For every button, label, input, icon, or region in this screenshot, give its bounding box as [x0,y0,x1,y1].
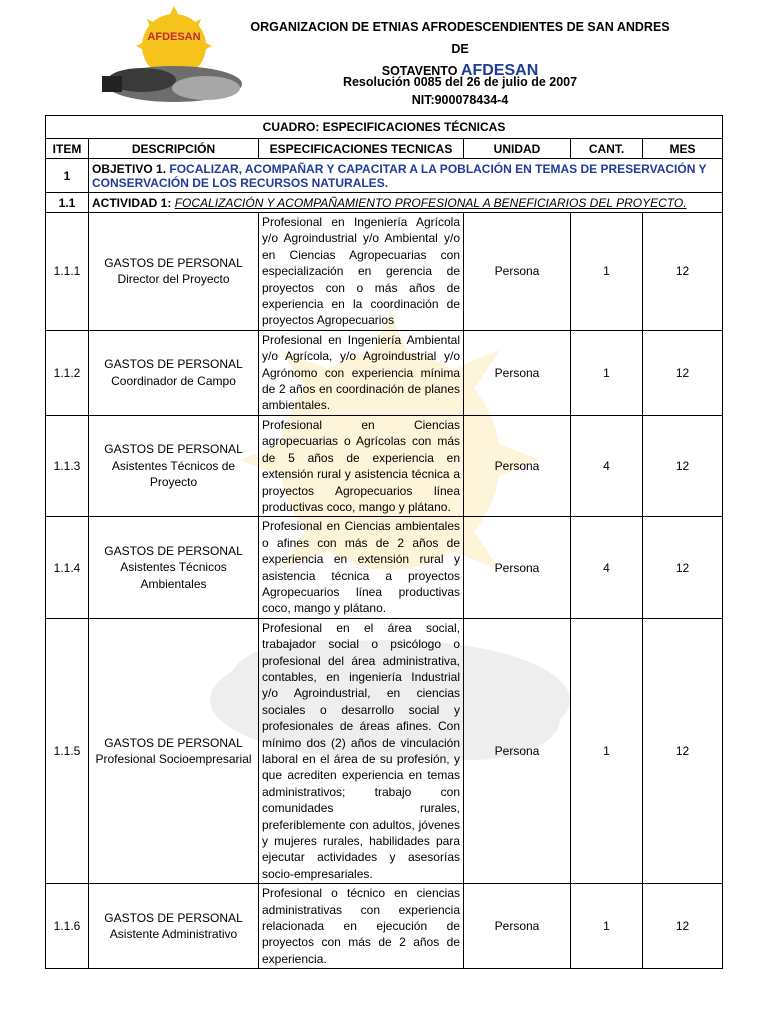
row-spec: Profesional en el área social, trabajador social o psicólogo o profesional del área administrativa, contables, en ingeniería Industrial y/o Agroindustrial, en ciencias sociales o desarrollo social y profesionales de áreas afines. Con mínimo dos (2) años de vinculación laboral en el área de su profesión, y que acrediten experiencia en temas administrativos; trabajo con comunidades rurales, preferiblemente con adultos, jóvenes y mujeres rurales, habilidades para ejecutar actividades y asesorías socio-empresariales. [259,618,464,884]
row-item: 1.1.1 [46,213,89,331]
org-brand: AFDESAN [460,62,539,79]
row-mes: 12 [643,213,723,331]
row-mes: 12 [643,618,723,884]
row-category: GASTOS DE PERSONAL [104,910,243,925]
activity-row [46,193,723,213]
row-mes: 12 [643,330,723,415]
objective-row [46,159,723,193]
table-row [46,330,723,415]
afdesan-logo-icon [100,6,248,110]
resolution-text: Resolución 0085 del 26 de julio de 2007 [342,75,578,89]
table-row [46,213,723,331]
row-category: GASTOS DE PERSONAL [104,256,243,271]
row-description [89,415,259,516]
nit-text: NIT:900078434-4 [411,93,509,107]
row-description [89,330,259,415]
row-cant: 4 [571,517,643,618]
org-name-line1: ORGANIZACION DE ETNIAS AFRODESCENDIENTES DE SAN ANDRES DE [250,20,670,56]
row-spec: Profesional en Ciencias ambientales o afines con más de 2 años de experiencia en extensión rural y asistencia técnica a proyectos Agropecuarios línea productivas coco, mango y plátano. [259,517,464,618]
row-item: 1.1.3 [46,415,89,516]
table-title: CUADRO: ESPECIFICACIONES TÉCNICAS [46,116,723,139]
row-cant: 1 [571,884,643,969]
row-cant: 4 [571,415,643,516]
objective-cell [89,159,723,193]
row-item: 1.1.5 [46,618,89,884]
row-mes: 12 [643,884,723,969]
row-spec: Profesional en Ingeniería Agrícola y/o Agroindustrial y/o Ambiental y/o en Ciencias Agropecuarias con especialización en gerencia de proyectos con o más años de experiencia en la coordinación de proyectos Agropecuarios [259,213,464,331]
table-row [46,517,723,618]
row-unidad: Persona [464,415,571,516]
row-role: Coordinador de Campo [111,373,236,388]
row-item: 1.1.2 [46,330,89,415]
header-mes: MES [643,139,723,159]
row-mes: 12 [643,415,723,516]
row-cant: 1 [571,618,643,884]
row-unidad: Persona [464,618,571,884]
row-unidad: Persona [464,884,571,969]
logo-text: AFDESAN [147,31,201,43]
objective-text: FOCALIZAR, ACOMPAÑAR Y CAPACITAR A LA POBLACIÓN EN TEMAS DE PRESERVACIÓN Y CONSERVACIÓN DE LOS RECURSOS NATURALES. [92,161,707,190]
row-description [89,517,259,618]
technical-specifications-table [45,115,723,969]
row-description [89,884,259,969]
row-item: 1.1.6 [46,884,89,969]
table-header-row [46,139,723,159]
table-row [46,415,723,516]
objective-item: 1 [46,159,89,193]
header-cant: CANT. [571,139,643,159]
row-cant: 1 [571,213,643,331]
row-mes: 12 [643,517,723,618]
row-spec: Profesional en Ingeniería Ambiental y/o Agrícola, y/o Agroindustrial y/o Agrónomo con experiencia mínima de 2 años en coordinación de planes ambientales. [259,330,464,415]
row-unidad: Persona [464,330,571,415]
header-unidad: UNIDAD [464,139,571,159]
table-title-row [46,116,723,139]
row-cant: 1 [571,330,643,415]
row-role: Asistente Administrativo [109,927,238,942]
row-role: Asistentes Técnicos de Proyecto [111,458,236,490]
row-item: 1.1.4 [46,517,89,618]
objective-label: OBJETIVO 1. [92,161,167,176]
table-row [46,618,723,884]
row-category: GASTOS DE PERSONAL [104,543,243,558]
row-category: GASTOS DE PERSONAL [104,442,243,457]
org-name-line2: SOTAVENTO [381,64,458,78]
row-role: Director del Proyecto [117,272,230,287]
row-category: GASTOS DE PERSONAL [104,357,243,372]
activity-text: FOCALIZACIÓN Y ACOMPAÑAMIENTO PROFESIONAL A BENEFICIARIOS DEL PROYECTO. [174,195,687,210]
activity-label: ACTIVIDAD 1: [92,195,172,210]
row-unidad: Persona [464,213,571,331]
activity-cell [89,193,723,213]
row-role: Asistentes Técnicos Ambientales [120,560,227,591]
activity-item: 1.1 [46,193,89,213]
row-description [89,213,259,331]
row-category: GASTOS DE PERSONAL [104,735,243,750]
row-role: Profesional Socioempresarial [95,752,252,766]
row-unidad: Persona [464,517,571,618]
document-header [0,0,768,112]
row-description [89,618,259,884]
header-descripcion: DESCRIPCIÓN [89,139,259,159]
header-item: ITEM [46,139,89,159]
row-spec: Profesional o técnico en ciencias administrativas con experiencia relacionada en ejecución de proyectos con más de 2 años de experiencia. [259,884,464,969]
header-especificaciones: ESPECIFICACIONES TECNICAS [259,139,464,159]
resolution-block [250,73,670,109]
table-row [46,884,723,969]
row-spec: Profesional en Ciencias agropecuarias o Agrícolas con más de 5 años de experiencia en extensión rural y asistencia técnica a proyectos Agropecuarios línea productivas coco, mango y plátano. [259,415,464,516]
